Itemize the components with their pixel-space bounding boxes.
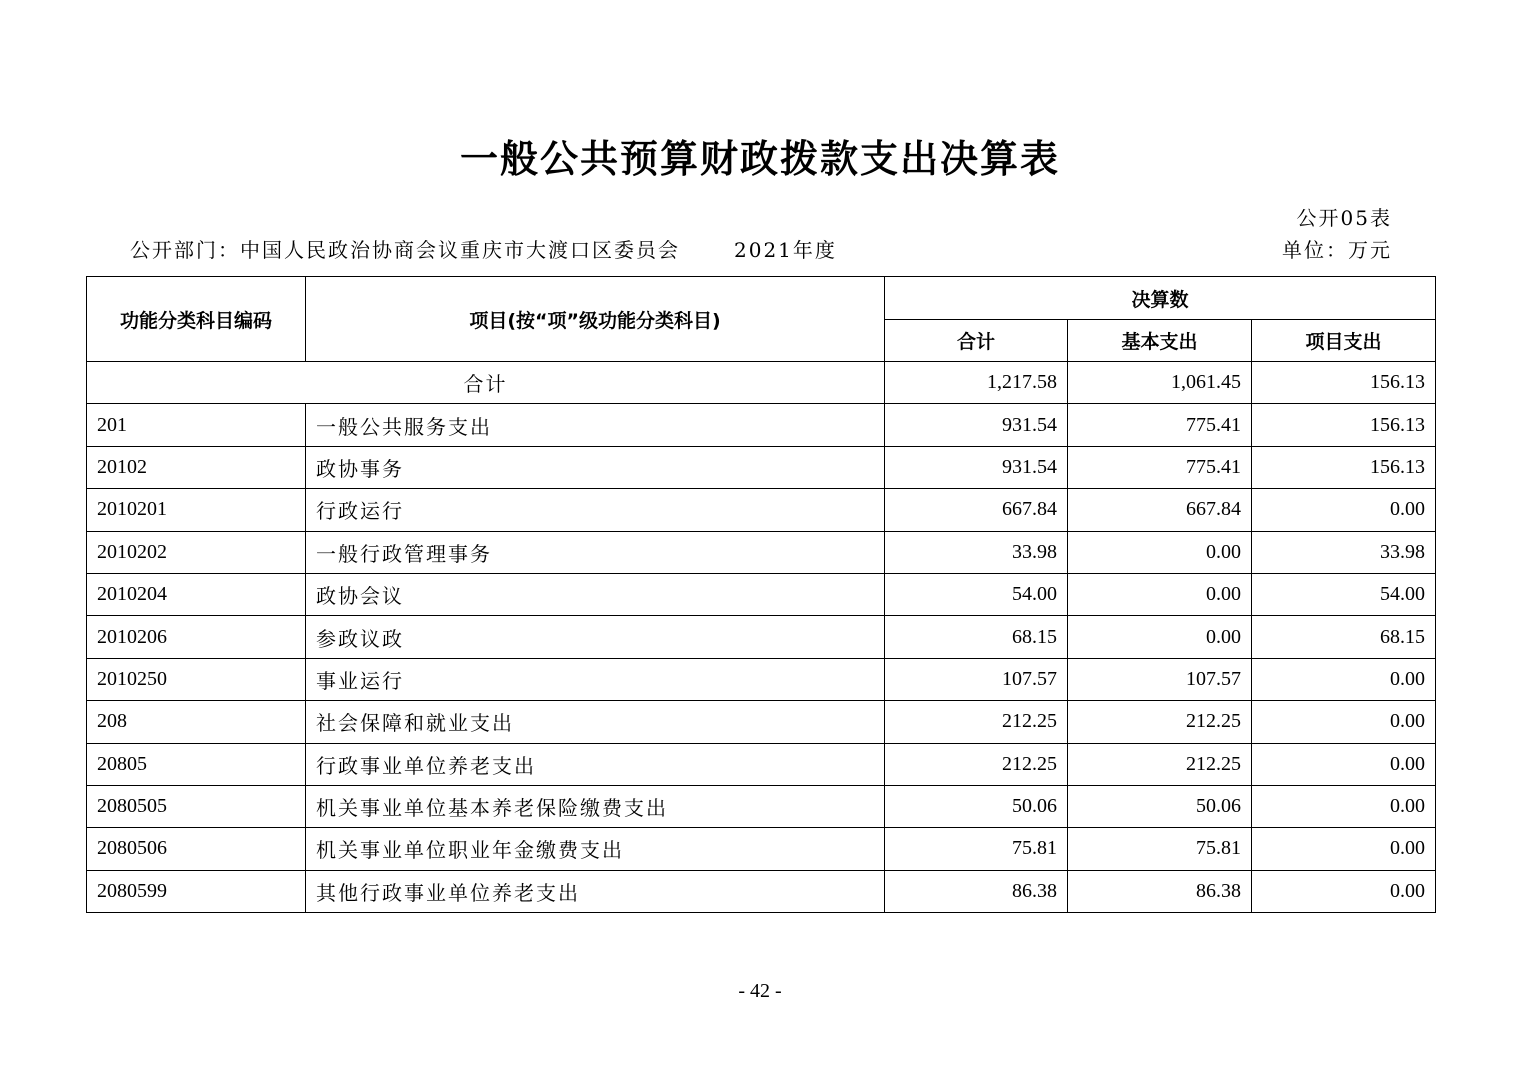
page-title: 一般公共预算财政拨款支出决算表 xyxy=(459,137,1060,181)
table-row xyxy=(87,489,1436,531)
total-row-total: 1,217.58 xyxy=(885,362,1068,404)
row-basic: 667.84 xyxy=(1068,489,1252,531)
row-code: 2080505 xyxy=(87,785,306,827)
row-name: 社会保障和就业支出 xyxy=(306,701,885,743)
row-name: 机关事业单位基本养老保险缴费支出 xyxy=(306,785,885,827)
row-total: 931.54 xyxy=(885,446,1068,488)
row-project: 54.00 xyxy=(1252,573,1436,615)
row-name: 事业运行 xyxy=(306,658,885,700)
row-basic: 0.00 xyxy=(1068,531,1252,573)
row-project: 0.00 xyxy=(1252,828,1436,870)
table-row xyxy=(87,828,1436,870)
row-project: 0.00 xyxy=(1252,870,1436,912)
row-basic: 775.41 xyxy=(1068,446,1252,488)
row-total: 50.06 xyxy=(885,785,1068,827)
row-code: 2010202 xyxy=(87,531,306,573)
page-number: - 42 - xyxy=(738,980,782,1002)
row-basic: 0.00 xyxy=(1068,616,1252,658)
total-row-label: 合计 xyxy=(87,362,885,404)
total-row-project: 156.13 xyxy=(1252,362,1436,404)
header-final-accounts: 决算数 xyxy=(885,277,1436,320)
unit-label: 单位：万元 xyxy=(1282,238,1392,262)
table-row xyxy=(87,531,1436,573)
row-total: 107.57 xyxy=(885,658,1068,700)
row-total: 667.84 xyxy=(885,489,1068,531)
row-basic: 50.06 xyxy=(1068,785,1252,827)
row-name: 机关事业单位职业年金缴费支出 xyxy=(306,828,885,870)
row-project: 0.00 xyxy=(1252,658,1436,700)
row-basic: 212.25 xyxy=(1068,743,1252,785)
department-label: 公开部门：中国人民政治协商会议重庆市大渡口区委员会 xyxy=(130,238,680,262)
table-row xyxy=(87,870,1436,912)
row-name: 行政事业单位养老支出 xyxy=(306,743,885,785)
row-basic: 107.57 xyxy=(1068,658,1252,700)
row-total: 68.15 xyxy=(885,616,1068,658)
row-total: 75.81 xyxy=(885,828,1068,870)
header-project: 项目支出 xyxy=(1252,320,1436,362)
row-basic: 212.25 xyxy=(1068,701,1252,743)
row-project: 33.98 xyxy=(1252,531,1436,573)
row-name: 参政议政 xyxy=(306,616,885,658)
row-project: 0.00 xyxy=(1252,743,1436,785)
expenditure-table xyxy=(86,276,1436,913)
row-name: 政协会议 xyxy=(306,573,885,615)
table-row xyxy=(87,701,1436,743)
row-total: 54.00 xyxy=(885,573,1068,615)
row-code: 2010204 xyxy=(87,573,306,615)
row-code: 2010206 xyxy=(87,616,306,658)
row-name: 其他行政事业单位养老支出 xyxy=(306,870,885,912)
row-code: 2080599 xyxy=(87,870,306,912)
fiscal-year: 2021年度 xyxy=(734,238,837,262)
table-row xyxy=(87,658,1436,700)
row-name: 一般行政管理事务 xyxy=(306,531,885,573)
form-number: 公开05表 xyxy=(1296,206,1392,230)
row-project: 0.00 xyxy=(1252,489,1436,531)
table-row xyxy=(87,743,1436,785)
row-project: 0.00 xyxy=(1252,701,1436,743)
total-row-basic: 1,061.45 xyxy=(1068,362,1252,404)
table-row xyxy=(87,573,1436,615)
header-total: 合计 xyxy=(885,320,1068,362)
row-basic: 86.38 xyxy=(1068,870,1252,912)
table-row xyxy=(87,785,1436,827)
row-basic: 0.00 xyxy=(1068,573,1252,615)
row-project: 156.13 xyxy=(1252,404,1436,446)
row-project: 0.00 xyxy=(1252,785,1436,827)
table-row xyxy=(87,446,1436,488)
row-total: 931.54 xyxy=(885,404,1068,446)
row-basic: 775.41 xyxy=(1068,404,1252,446)
header-code: 功能分类科目编码 xyxy=(87,277,306,362)
header-basic: 基本支出 xyxy=(1068,320,1252,362)
row-code: 2010201 xyxy=(87,489,306,531)
row-total: 212.25 xyxy=(885,701,1068,743)
row-project: 68.15 xyxy=(1252,616,1436,658)
row-code: 201 xyxy=(87,404,306,446)
total-row xyxy=(87,362,1436,404)
header-item: 项目(按“项”级功能分类科目) xyxy=(306,277,885,362)
row-name: 行政运行 xyxy=(306,489,885,531)
table-row xyxy=(87,404,1436,446)
row-code: 2010250 xyxy=(87,658,306,700)
row-code: 2080506 xyxy=(87,828,306,870)
row-basic: 75.81 xyxy=(1068,828,1252,870)
row-code: 20102 xyxy=(87,446,306,488)
row-total: 86.38 xyxy=(885,870,1068,912)
row-name: 政协事务 xyxy=(306,446,885,488)
row-total: 212.25 xyxy=(885,743,1068,785)
row-name: 一般公共服务支出 xyxy=(306,404,885,446)
row-total: 33.98 xyxy=(885,531,1068,573)
row-code: 208 xyxy=(87,701,306,743)
table-row xyxy=(87,616,1436,658)
row-project: 156.13 xyxy=(1252,446,1436,488)
row-code: 20805 xyxy=(87,743,306,785)
